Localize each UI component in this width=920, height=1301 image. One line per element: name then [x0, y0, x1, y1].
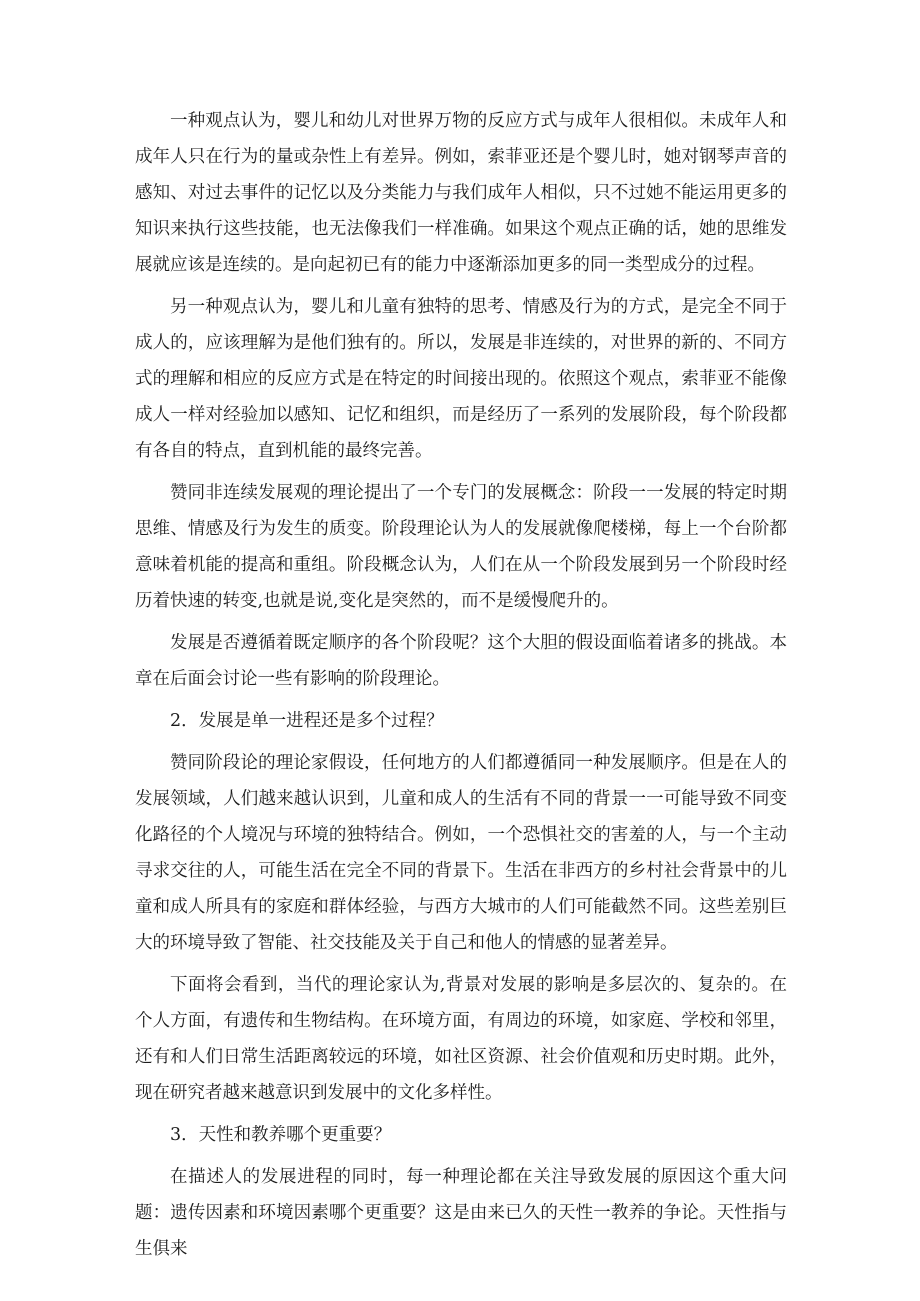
paragraph-nature-nurture: 在描述人的发展进程的同时，每一种理论都在关注导致发展的原因这个重大问题：遗传因素和环境因素哪个更重要？这是由来已久的天性一教养的争论。天性指与生俱来	[135, 1167, 787, 1259]
paragraph-contemporary-theorists: 下面将会看到，当代的理论家认为,背景对发展的影响是多层次的、复杂的。在个人方面，有遗传和生物结构。在环境方面，有周边的环境，如家庭、学校和邻里，还有和人们日常生活距离较远的环境，如社区资源、社会价值观和历史时期。此外，现在研究者越来越意识到发展中的文化多样性。	[135, 975, 787, 1103]
paragraph-stage-question: 发展是否遵循着既定顺序的各个阶段呢？这个大胆的假设面临着诸多的挑战。本章在后面会讨论一些有影响的阶段理论。	[135, 633, 787, 689]
paragraph-discontinuity-view: 另一种观点认为，婴儿和儿童有独特的思考、情感及行为的方式，是完全不同于成人的，应该理解为是他们独有的。所以，发展是非连续的，对世界的新的、不同方式的理解和相应的反应方式是在特定的时间接出现的。依照这个观点，索菲亚不能像成人一样对经验加以感知、记忆和组织，而是经历了一系列的发展阶段，每个阶段都有各自的特点，直到机能的最终完善。	[135, 297, 787, 461]
paragraph-stage-concept: 赞同非连续发展观的理论提出了一个专门的发展概念：阶段一一发展的特定时期思维、情感及行为发生的质变。阶段理论认为人的发展就像爬楼梯，每上一个台阶都意味着机能的提高和重组。阶段概念认为，人们在从一个阶段发展到另一个阶段时经历着快速的转变,也就是说,变化是突然的，而不是缓慢爬升的。	[135, 483, 787, 611]
paragraph-contexts: 赞同阶段论的理论家假设，任何地方的人们都遵循同一种发展顺序。但是在人的发展领域，人们越来越认识到，儿童和成人的生活有不同的背景一一可能导致不同变化路径的个人境况与环境的独特结合。例如，一个恐惧社交的害羞的人，与一个主动寻求交往的人，可能生活在完全不同的背景下。生活在非西方的乡村社会背景中的儿童和成人所具有的家庭和群体经验，与西方大城市的人们可能截然不同。这些差别巨大的环境导致了智能、社交技能及关于自己和他人的情感的显著差异。	[135, 753, 787, 953]
section-heading-single-or-multiple: 2．发展是单一进程还是多个过程？	[170, 711, 444, 731]
paragraph-continuity-view: 一种观点认为，婴儿和幼儿对世界万物的反应方式与成年人很相似。未成年人和成年人只在行为的量或杂性上有差异。例如，索菲亚还是个婴儿时，她对钢琴声音的感知、对过去事件的记忆以及分类能力与我们成年人相似，只不过她不能运用更多的知识来执行这些技能，也无法像我们一样准确。如果这个观点正确的话，她的思维发展就应该是连续的。是向起初已有的能力中逐渐添加更多的同一类型成分的过程。	[135, 111, 787, 275]
section-heading-nature-nurture: 3．天性和教养哪个更重要？	[170, 1125, 392, 1145]
document-page	[135, 103, 787, 1273]
